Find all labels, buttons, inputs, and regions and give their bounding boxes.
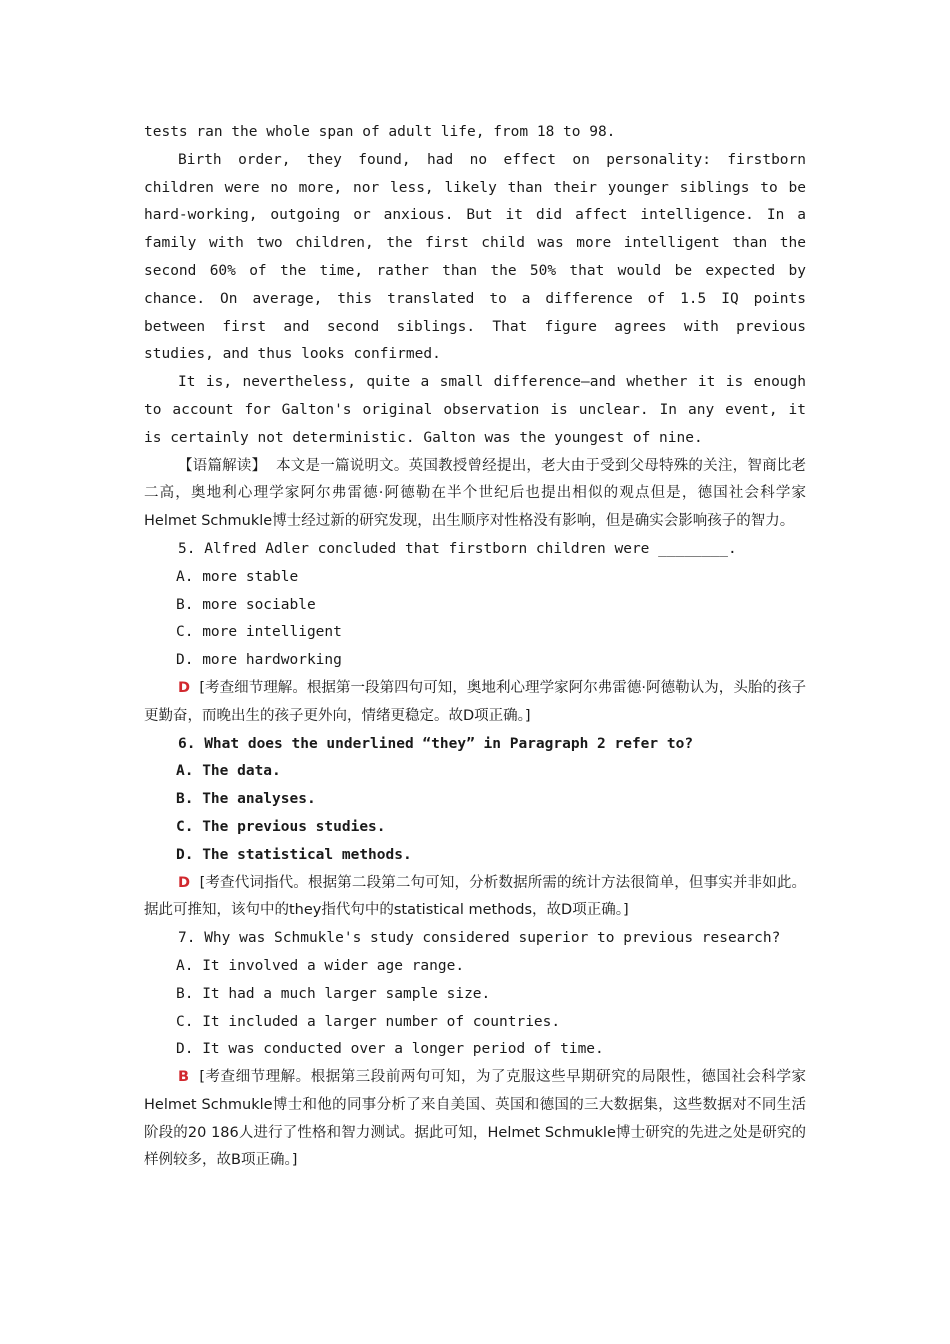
question-7-option-d: D. It was conducted over a longer period of time. xyxy=(176,1041,604,1058)
question-7-stem: 7. Why was Schmukle's study considered superior to previous research? xyxy=(178,930,781,947)
question-5-option-c: C. more intelligent xyxy=(176,624,342,641)
question-7-option-a: A. It involved a wider age range. xyxy=(176,957,465,974)
question-7-answer: B xyxy=(178,1069,190,1086)
question-5-option-a: A. more stable xyxy=(176,568,299,585)
passage-analysis xyxy=(144,453,806,536)
analysis-label: 【语篇解读】 xyxy=(178,457,267,474)
question-6-option-b: B. The analyses. xyxy=(176,791,316,808)
question-6-option-a: A. The data. xyxy=(176,763,281,780)
question-5-option-d: D. more hardworking xyxy=(176,652,342,669)
question-6-solution xyxy=(144,870,806,926)
passage-paragraph-conclusion: It is, nevertheless, quite a small difference—and whether it is enough to account for Galton's original observation is unclear. In any event, it is certainly not deterministic. Galton was the youngest of nine. xyxy=(144,374,806,446)
question-7-option-b: B. It had a much larger sample size. xyxy=(176,985,491,1002)
question-6-explanation: [考查代词指代。根据第二段第二句可知，分析数据所需的统计方法很简单，但事实并非如此。据此可推知，该句中的they指代句中的statistical methods，故D项正确。] xyxy=(144,874,807,919)
question-6-option-c: C. The previous studies. xyxy=(176,818,386,835)
document-body xyxy=(144,119,806,1175)
question-6-option-d: D. The statistical methods. xyxy=(176,846,412,863)
passage-paragraph-birth-order: Birth order, they found, had no effect on personality: firstborn children were no more, nor less, likely than their younger siblings to be hard-working, outgoing or anxious. But it did affect intelligence. In a family with two children, the first child was more intelligent than the second 60% of the time, rather than the 50% that would be expected by chance. On average, this translated to a difference of 1.5 IQ points between first and second siblings. That figure agrees with previous studies, and thus looks confirmed. xyxy=(144,151,806,363)
question-6-stem: 6. What does the underlined “they” in Paragraph 2 refer to? xyxy=(178,735,694,752)
question-6-answer: D xyxy=(178,874,191,891)
passage-paragraph-1-continuation: tests ran the whole span of adult life, from 18 to 98. xyxy=(144,124,616,140)
question-5-stem: 5. Alfred Adler concluded that firstborn children were ________. xyxy=(178,540,737,557)
question-7-explanation: [考查细节理解。根据第三段前两句可知，为了克服这些早期研究的局限性，德国社会科学家Helmet Schmukle博士和他的同事分析了来自美国、英国和德国的三大数据集，这些数据对不同生活阶段的20 186人进行了性格和智力测试。据此可知，Helmet Schmukle博士研究的先进之处是研究的样例较多，故B项正确。] xyxy=(144,1069,807,1169)
question-5-solution xyxy=(144,675,806,731)
question-5-option-b: B. more sociable xyxy=(176,596,316,613)
question-5-explanation: [考查细节理解。根据第一段第四句可知，奥地利心理学家阿尔弗雷德·阿德勒认为，头胎的孩子更勤奋，而晚出生的孩子更外向，情绪更稳定。故D项正确。] xyxy=(144,679,807,724)
question-7-solution xyxy=(144,1064,806,1175)
analysis-text: 本文是一篇说明文。英国教授曾经提出，老大由于受到父母特殊的关注，智商比老二高，奥地利心理学家阿尔弗雷德·阿德勒在半个世纪后也提出相似的观点但是，德国社会科学家Helmet Schmukle博士经过新的研究发现，出生顺序对性格没有影响，但是确实会影响孩子的智力。 xyxy=(144,457,807,530)
question-5-answer: D xyxy=(178,679,191,696)
question-7-option-c: C. It included a larger number of countries. xyxy=(176,1013,561,1030)
